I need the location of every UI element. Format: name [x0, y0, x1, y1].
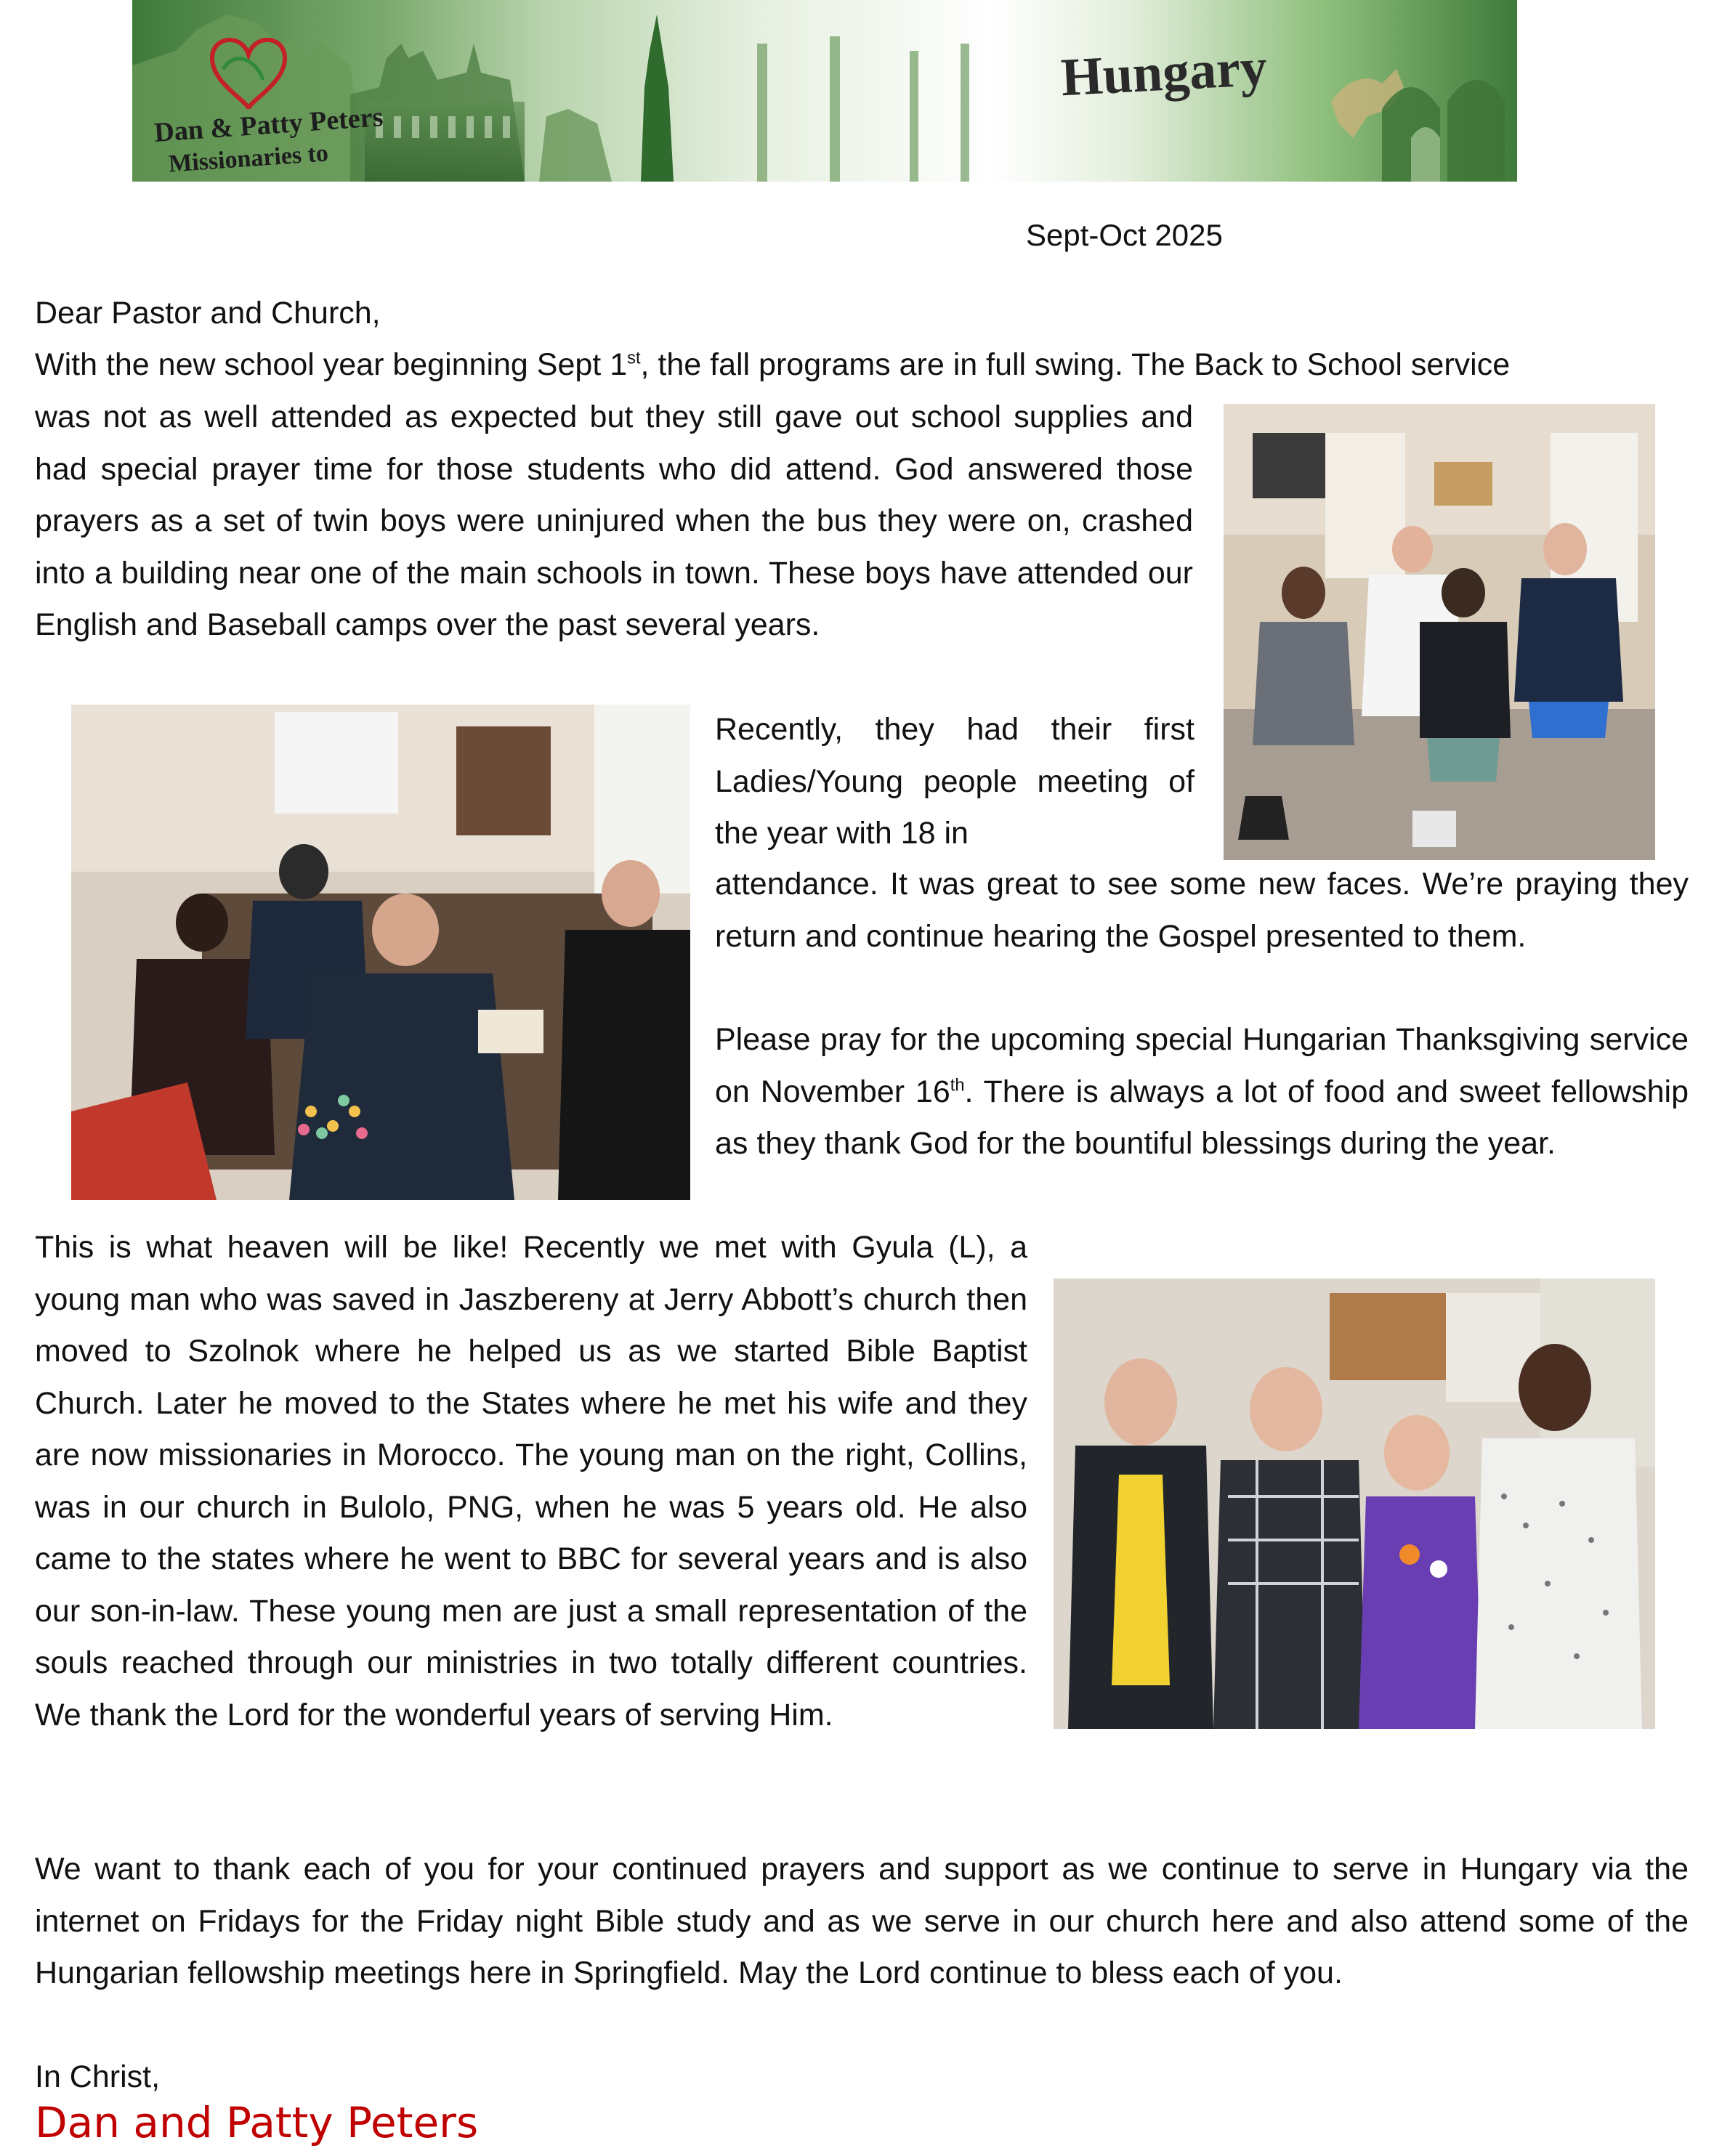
photo-gyula-and-collins [1054, 1278, 1655, 1729]
banner-title: Hungary [1059, 37, 1269, 108]
paragraph-ladies-meeting-b: attendance. It was great to see some new faces. We’re praying they return and continue hearing the Gospel presented to them. [715, 867, 1689, 954]
paragraph-back-to-school: With the new school year beginning Sept 1st, the fall programs are in full swing. The Back to School service [35, 347, 1511, 382]
closing: In Christ, [35, 2059, 161, 2094]
paragraph-thanksgiving: Please pray for the upcoming special Hungarian Thanksgiving service on November 16th. There is always a lot of food and sweet fellowship as they thank God for the bountiful blessings during the year. [715, 1022, 1689, 1161]
paragraph-back-to-school-cont: was not as well attended as expected but they still gave out school supplies and had special prayer time for those students who did attend. God answered those prayers as a set of twin boys were uninjured when the bus they were on, crashed into a building near one of the main schools in town. These boys have attended our English and Baseball camps over the past several years. [35, 400, 1193, 642]
paragraph-ladies-meeting-a: Recently, they had their first Ladies/Young people meeting of the year with 18 in [715, 712, 1195, 851]
greeting: Dear Pastor and Church, [35, 296, 381, 331]
photo-prayer-circle [1224, 404, 1655, 860]
newsletter-date: Sept-Oct 2025 [1026, 218, 1223, 252]
photo-young-people-meeting [71, 705, 690, 1200]
header-banner [132, 0, 1517, 182]
banner-missionary-names: Dan & Patty Peters [153, 102, 384, 148]
signature: Dan and Patty Peters [35, 2098, 479, 2147]
paragraph-heaven: This is what heaven will be like! Recently we met with Gyula (L), a young man who was saved in Jaszbereny at Jerry Abbott’s church then moved to Szolnok where he helped us as we started Bible Baptist Church. Later he moved to the States where he met his wife and they are now missionaries in Morocco. The young man on the right, Collins, was in our church in Bulolo, PNG, when he was 5 years old. He also came to the states where he went to BBC for several years and is also our son-in-law. These young men are just a small representation of the souls reached through our ministries in two totally different countries. We thank the Lord for the wonderful years of serving Him. [35, 1230, 1027, 1732]
banner-subtitle: Missionaries to [167, 139, 330, 178]
paragraph-thanks: We want to thank each of you for your continued prayers and support as we continue to serve in Hungary via the internet on Fridays for the Friday night Bible study and as we serve in our church here and also attend some of the Hungarian fellowship meetings here in Springfield. May the Lord continue to bless each of you. [35, 1852, 1689, 1990]
